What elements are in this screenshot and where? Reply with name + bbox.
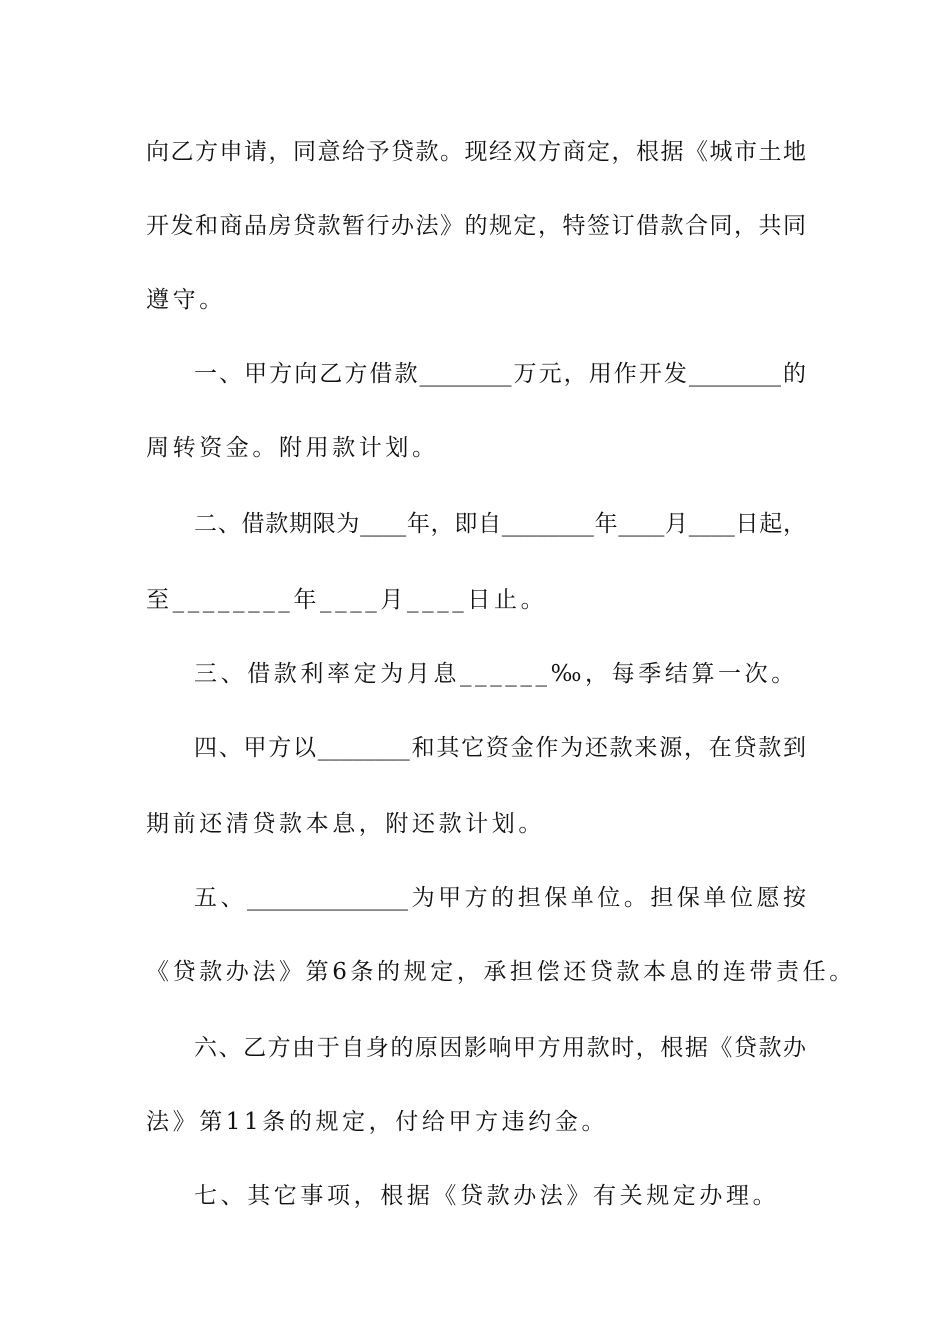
paragraph-line: 向乙方申请，同意给予贷款。现经双方商定，根据《城市土地 (146, 139, 806, 165)
clause-4-line: 四、甲方以________和其它资金作为还款来源，在贷款到 (194, 735, 806, 761)
clause-7-line: 七、其它事项，根据《贷款办法》有关规定办理。 (194, 1183, 780, 1209)
clause-5-line: 五、______________为甲方的担保单位。担保单位愿按 (194, 885, 806, 911)
clause-6-line: 六、乙方由于自身的原因影响甲方用款时，根据《贷款办 (194, 1035, 806, 1061)
clause-2-line: 二、借款期限为____年，即自________年____月____日起， (194, 511, 806, 537)
clause-1-line: 一、甲方向乙方借款________万元，用作开发________的 (194, 361, 806, 387)
clause-4-line: 期前还清贷款本息，附还款计划。 (146, 811, 545, 837)
clause-6-line: 法》第11条的规定，付给甲方违约金。 (146, 1109, 609, 1135)
clause-1-line: 周转资金。附用款计划。 (146, 435, 439, 461)
clause-2-line: 至________年____月____日止。 (146, 587, 548, 613)
clause-3-line: 三、借款利率定为月息______‰，每季结算一次。 (194, 661, 798, 687)
paragraph-line: 开发和商品房贷款暂行办法》的规定，特签订借款合同，共同 (146, 213, 806, 239)
clause-5-line: 《贷款办法》第6条的规定，承担偿还贷款本息的连带责任。 (146, 959, 856, 985)
paragraph-line: 遵守。 (146, 287, 226, 313)
